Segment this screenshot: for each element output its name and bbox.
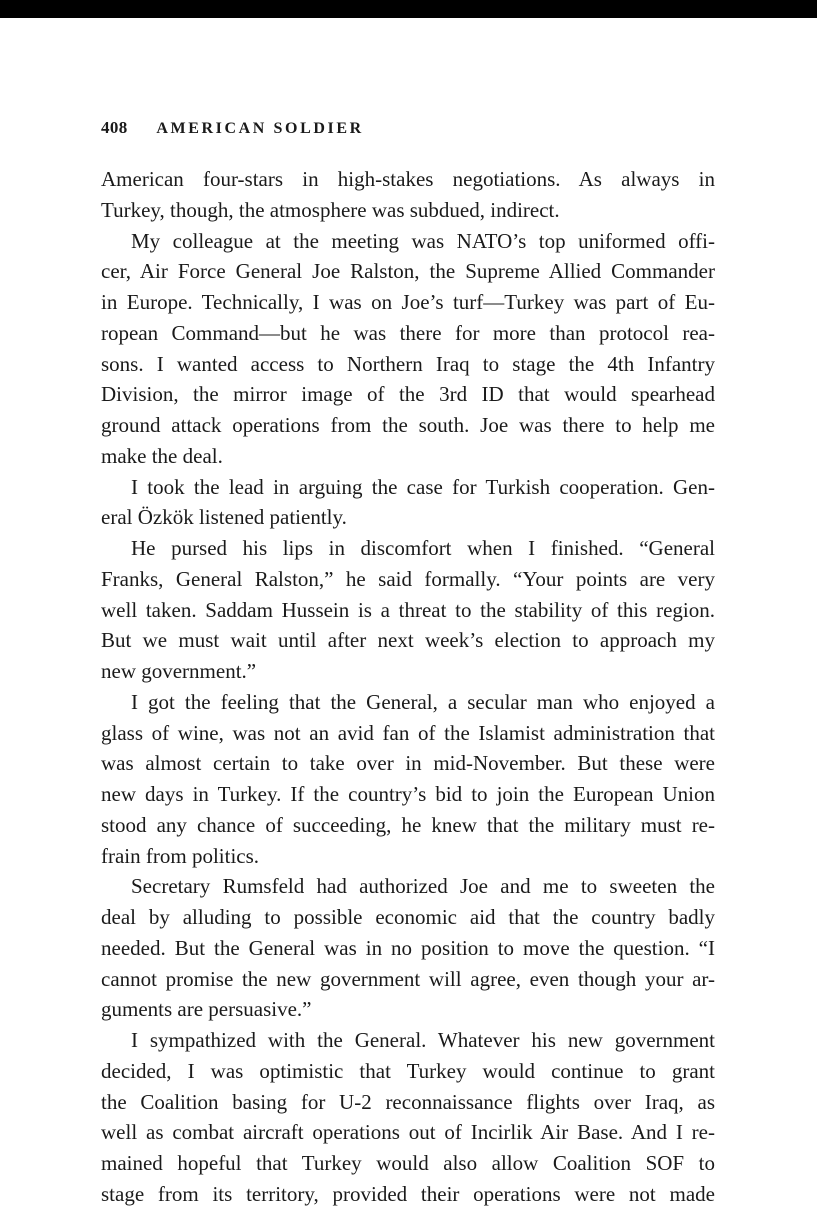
text-line: stood any chance of succeeding, he knew that the military must re-	[101, 812, 715, 837]
text-line: American four-stars in high-stakes negotiations. As always in	[101, 167, 715, 191]
text-line: I got the feeling that the General, a secular man who enjoyed a	[131, 689, 715, 714]
text-line: But we must wait until after next week’s election to approach my	[101, 628, 715, 653]
book-title: AMERICAN SOLDIER	[156, 120, 364, 137]
text-line: I took the lead in arguing the case for Turkish cooperation. Gen-	[131, 474, 715, 499]
text-line: Franks, General Ralston,” he said formally. “Your points are very	[101, 566, 715, 591]
text-line: cannot promise the new government will agree, even though your ar-	[101, 966, 715, 991]
text-line: frain from politics.	[101, 843, 260, 868]
text-line: new days in Turkey. If the country’s bid to join the European Union	[101, 782, 715, 806]
text-line: He pursed his lips in discomfort when I finished. “General	[131, 536, 715, 560]
text-line: deal by alluding to possible economic aid that the country badly	[101, 905, 715, 929]
text-line: glass of wine, was not an avid fan of the Islamist administration that	[101, 720, 715, 745]
text-line: ground attack operations from the south. Joe was there to help me	[101, 413, 715, 437]
text-line: I sympathized with the General. Whatever his new government	[131, 1028, 715, 1052]
text-line: Division, the mirror image of the 3rd ID that would spearhead	[101, 382, 715, 407]
text-line: cer, Air Force General Joe Ralston, the Supreme Allied Commander	[101, 259, 715, 284]
text-line: ropean Command—but he was there for more than protocol rea-	[101, 320, 715, 345]
text-line: decided, I was optimistic that Turkey would continue to grant	[101, 1058, 715, 1083]
text-line: make the deal.	[101, 443, 223, 468]
text-line: Secretary Rumsfeld had authorized Joe and me to sweeten the	[131, 874, 715, 899]
text-line: well taken. Saddam Hussein is a threat to the stability of this region.	[101, 597, 715, 622]
text-line: stage from its territory, provided their operations were not made	[101, 1181, 715, 1206]
text-line: was almost certain to take over in mid-November. But these were	[101, 751, 715, 776]
text-line: in Europe. Technically, I was on Joe’s turf—Turkey was part of Eu-	[101, 290, 715, 314]
text-line: needed. But the General was in no position to move the question. “I	[101, 935, 715, 960]
page-number: 408	[101, 118, 128, 137]
text-line: Turkey, though, the atmosphere was subdued, indirect.	[101, 197, 560, 222]
top-edge-bar	[0, 0, 817, 18]
text-line: guments are persuasive.”	[101, 997, 312, 1022]
text-line: the Coalition basing for U-2 reconnaissance flights over Iraq, as	[101, 1089, 715, 1114]
text-line: eral Özkök listened patiently.	[101, 505, 347, 530]
page-body	[101, 164, 715, 1210]
text-line: My colleague at the meeting was NATO’s top uniformed offi-	[131, 228, 715, 253]
running-header	[101, 118, 364, 138]
text-line: sons. I wanted access to Northern Iraq to stage the 4th Infantry	[101, 351, 715, 376]
text-line: new government.”	[101, 659, 257, 683]
text-line: mained hopeful that Turkey would also allow Coalition SOF to	[101, 1151, 715, 1175]
text-line: well as combat aircraft operations out of Incirlik Air Base. And I re-	[101, 1120, 715, 1145]
